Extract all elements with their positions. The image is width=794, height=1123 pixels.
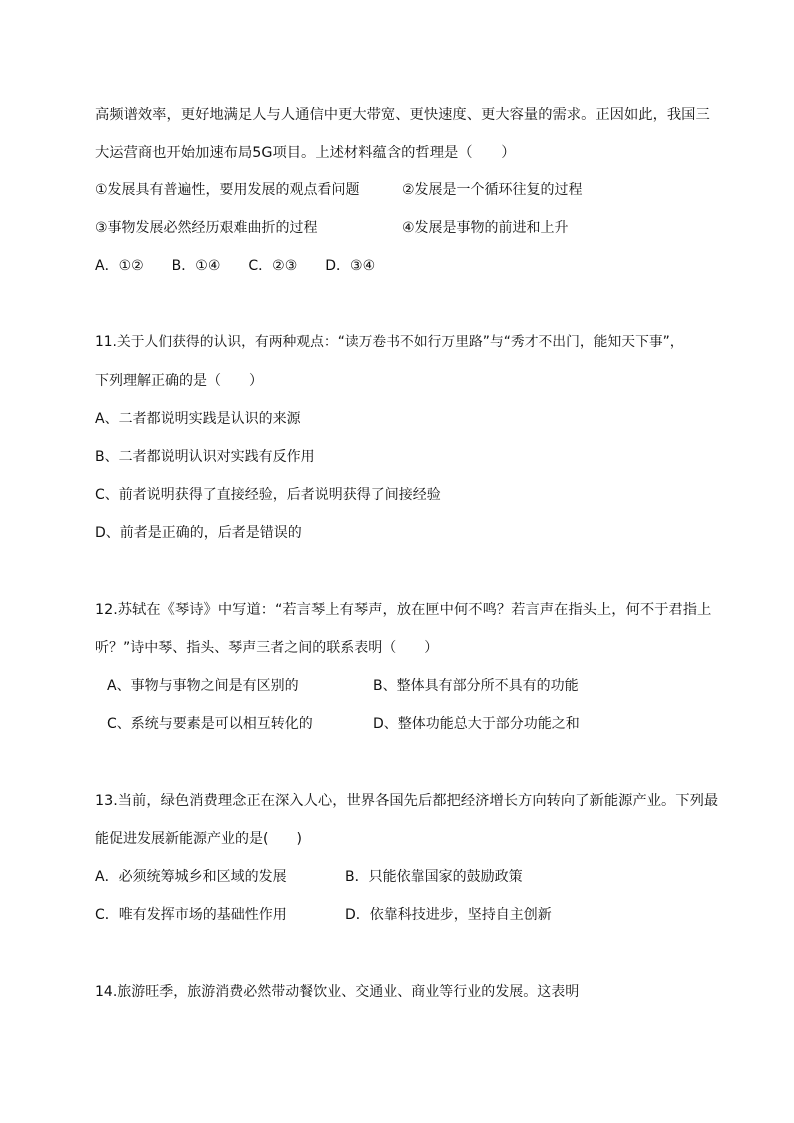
q10-answer-choices: A．①② B．①④ C．②③ D．③④ xyxy=(95,258,376,274)
q10-option-3: ③事物发展必然经历艰难曲折的过程 xyxy=(95,220,318,236)
q10-option-4: ④发展是事物的前进和上升 xyxy=(402,220,569,236)
q10-stem-line-2: 大运营商也开始加速布局5G项目。上述材料蕴含的哲理是（ ） xyxy=(95,145,516,161)
q12-option-c: C、系统与要素是可以相互转化的 xyxy=(107,716,313,732)
q10-option-1: ①发展具有普遍性，要用发展的观点看问题 xyxy=(95,182,360,198)
q10-option-2: ②发展是一个循环往复的过程 xyxy=(402,182,583,198)
q13-option-a: A．必须统筹城乡和区域的发展 xyxy=(95,869,287,885)
q13-option-d: D．依靠科技进步，坚持自主创新 xyxy=(345,907,552,923)
q11-option-c: C、前者说明获得了直接经验，后者说明获得了间接经验 xyxy=(95,487,441,503)
q13-option-b: B．只能依靠国家的鼓励政策 xyxy=(345,869,523,885)
q11-option-a: A、二者都说明实践是认识的来源 xyxy=(95,411,301,427)
q11-option-d: D、前者是正确的，后者是错误的 xyxy=(95,525,302,541)
q10-stem-line-1: 高频谱效率，更好地满足人与人通信中更大带宽、更快速度、更大容量的需求。正因如此，我国三 xyxy=(95,107,710,123)
q13-option-c: C．唯有发挥市场的基础性作用 xyxy=(95,907,287,923)
q11-stem-line-1: 11.关于人们获得的认识，有两种观点：“读万卷书不如行万里路”与“秀才不出门，能知天下事”， xyxy=(95,334,684,350)
q11-stem-line-2: 下列理解正确的是（ ） xyxy=(95,373,263,389)
q12-stem-line-2: 听？”诗中琴、指头、琴声三者之间的联系表明（ ） xyxy=(95,640,439,656)
q12-option-a: A、事物与事物之间是有区别的 xyxy=(107,678,299,694)
q11-option-b: B、二者都说明认识对实践有反作用 xyxy=(95,449,315,465)
q13-stem-line-2: 能促进发展新能源产业的是( ) xyxy=(95,831,302,847)
q13-stem-line-1: 13.当前，绿色消费理念正在深入人心，世界各国先后都把经济增长方向转向了新能源产业。下列最 xyxy=(95,793,719,809)
q12-stem-line-1: 12.苏轼在《琴诗》中写道：“若言琴上有琴声，放在匣中何不鸣？若言声在指头上，何不于君指上 xyxy=(95,602,712,618)
q12-option-b: B、整体具有部分所不具有的功能 xyxy=(373,678,579,694)
q14-stem-line-1: 14.旅游旺季，旅游消费必然带动餐饮业、交通业、商业等行业的发展。这表明 xyxy=(95,984,580,1000)
q12-option-d: D、整体功能总大于部分功能之和 xyxy=(373,716,580,732)
